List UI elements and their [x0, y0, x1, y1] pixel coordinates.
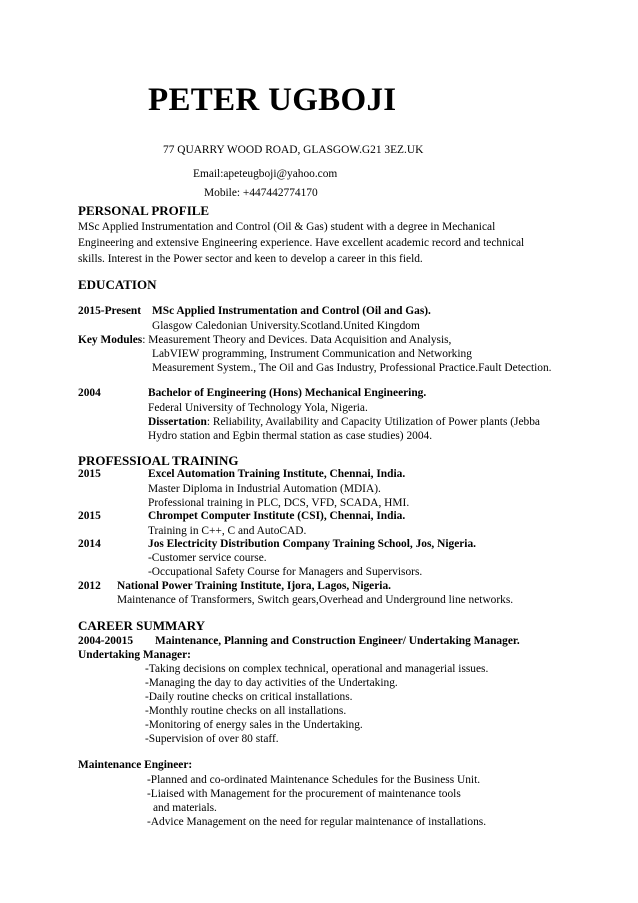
mobile: Mobile: +447442774170 — [204, 187, 318, 199]
career-period: 2004-20015 — [78, 635, 134, 647]
role-title: Undertaking Manager: — [78, 649, 191, 661]
dissertation-label: Dissertation — [148, 416, 207, 428]
dissertation-line — [148, 415, 540, 429]
role-duty: and materials. — [153, 802, 217, 814]
key-modules-text: : Measurement Theory and Devices. Data Acquisition and Analysis, — [142, 334, 452, 346]
training-institute: Chrompet Computer Institute (CSI), Chennai, India. — [148, 510, 406, 522]
role-duty: -Daily routine checks on critical installations. — [145, 691, 353, 703]
training-year: 2014 — [78, 538, 101, 550]
beng-title: Bachelor of Engineering (Hons) Mechanical Engineering. — [148, 387, 427, 399]
beng-year: 2004 — [78, 387, 101, 399]
role-duty: -Advice Management on the need for regular maintenance of installations. — [147, 816, 487, 828]
training-year: 2012 — [78, 580, 101, 592]
profile-heading: PERSONAL PROFILE — [78, 203, 210, 218]
training-detail: -Customer service course. — [148, 552, 267, 564]
beng-school: Federal University of Technology Yola, Nigeria. — [148, 402, 368, 414]
key-modules-line: Measurement System., The Oil and Gas Industry, Professional Practice.Fault Detection. — [152, 362, 552, 374]
address: 77 QUARRY WOOD ROAD, GLASGOW.G21 3EZ.UK — [163, 144, 424, 156]
training-year: 2015 — [78, 510, 101, 522]
role-duty: -Monthly routine checks on all installations. — [145, 705, 347, 717]
training-institute: Jos Electricity Distribution Company Training School, Jos, Nigeria. — [148, 538, 477, 550]
msc-title: MSc Applied Instrumentation and Control (Oil and Gas). — [152, 305, 431, 317]
dissertation-text: : Reliability, Availability and Capacity Utilization of Power plants (Jebba — [206, 416, 540, 428]
role-duty: -Managing the day to day activities of the Undertaking. — [145, 677, 398, 689]
training-detail: Training in C++, C and AutoCAD. — [148, 525, 307, 537]
key-modules-line: LabVIEW programming, Instrument Communication and Networking — [152, 348, 472, 360]
training-heading: PROFESSIOAL TRAINING — [78, 453, 239, 468]
key-modules-line — [78, 333, 451, 347]
key-modules-label: Key Modules — [78, 334, 143, 346]
training-detail: Professional training in PLC, DCS, VFD, SCADA, HMI. — [148, 497, 410, 509]
training-institute: National Power Training Institute, Ijora, Lagos, Nigeria. — [117, 580, 392, 592]
role-duty: -Taking decisions on complex technical, operational and managerial issues. — [145, 663, 489, 675]
msc-period: 2015-Present — [78, 305, 142, 317]
candidate-name: PETER UGBOJI — [148, 82, 397, 118]
profile-line: skills. Interest in the Power sector and keen to develop a career in this field. — [78, 253, 423, 265]
training-detail: Master Diploma in Industrial Automation (MDIA). — [148, 483, 381, 495]
dissertation-line: Hydro station and Egbin thermal station as case studies) 2004. — [148, 430, 433, 442]
education-heading: EDUCATION — [78, 277, 157, 292]
role-title: Maintenance Engineer: — [78, 759, 193, 771]
role-duty: -Monitoring of energy sales in the Undertaking. — [145, 719, 363, 731]
role-duty: -Liaised with Management for the procurement of maintenance tools — [147, 788, 461, 800]
career-heading: CAREER SUMMARY — [78, 618, 206, 633]
training-detail: -Occupational Safety Course for Managers and Supervisors. — [148, 566, 423, 578]
email: Email:apeteugboji@yahoo.com — [193, 168, 338, 180]
msc-school: Glasgow Caledonian University.Scotland.United Kingdom — [152, 320, 420, 332]
role-duty: -Supervision of over 80 staff. — [145, 733, 279, 745]
training-detail: Maintenance of Transformers, Switch gears,Overhead and Underground line networks. — [117, 594, 514, 606]
profile-line: Engineering and extensive Engineering experience. Have excellent academic record and technical — [78, 237, 525, 249]
profile-line: MSc Applied Instrumentation and Control (Oil & Gas) student with a degree in Mechanical — [78, 221, 496, 233]
training-year: 2015 — [78, 468, 101, 480]
role-duty: -Planned and co-ordinated Maintenance Schedules for the Business Unit. — [147, 774, 481, 786]
career-position: Maintenance, Planning and Construction Engineer/ Undertaking Manager. — [155, 635, 520, 647]
training-institute: Excel Automation Training Institute, Chennai, India. — [148, 468, 406, 480]
